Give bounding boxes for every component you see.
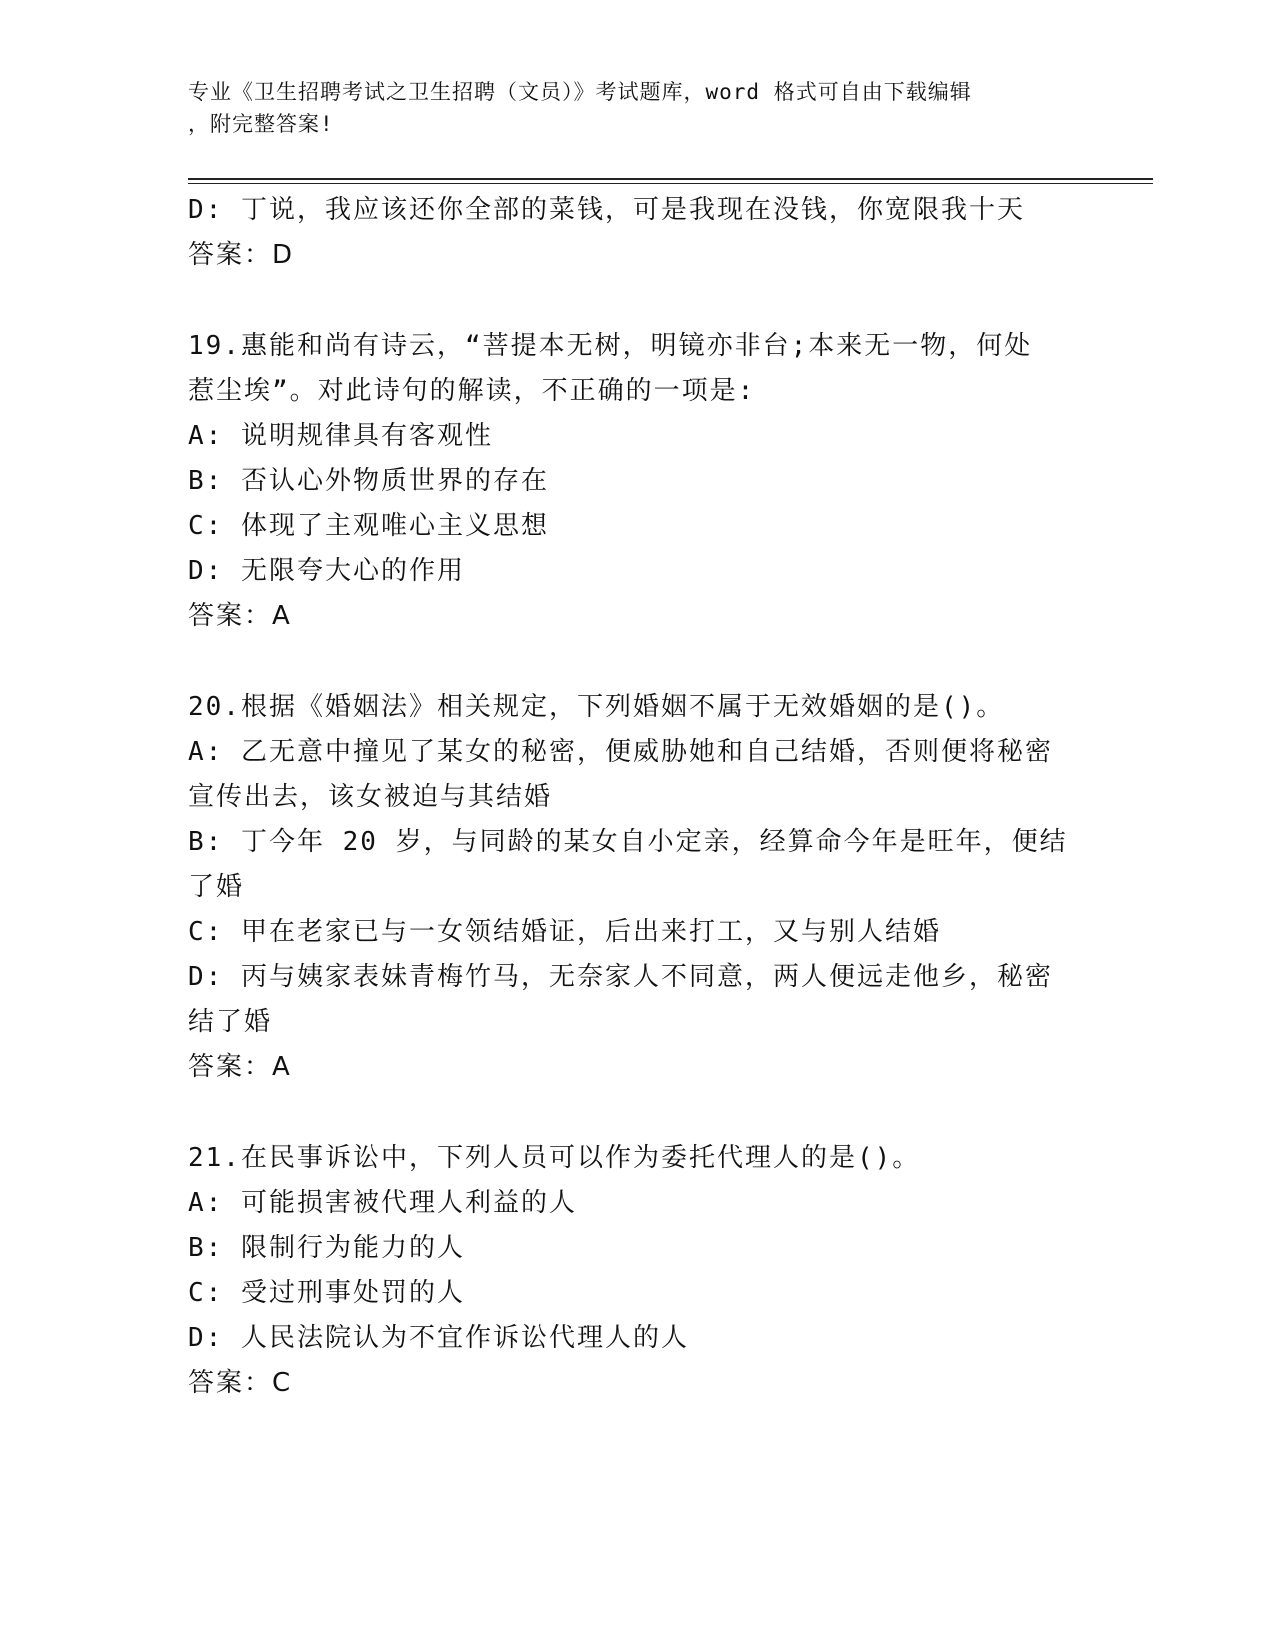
question-20 (188, 685, 1078, 1090)
header-line-1: 专业《卫生招聘考试之卫生招聘（文员）》考试题库，word 格式可自由下载编辑 (188, 80, 972, 104)
option-c: C: 甲在老家已与一女领结婚证，后出来打工，又与别人结婚 (188, 917, 941, 947)
question-21 (188, 1136, 1078, 1406)
question-19 (188, 324, 1078, 639)
header-divider-thick (188, 178, 1153, 180)
header-divider-thin (188, 183, 1153, 184)
option-d: D: 无限夸大心的作用 (188, 556, 465, 586)
answer-line: 答案：A (188, 601, 292, 631)
prev-question-tail (188, 188, 1078, 278)
answer-line: 答案：C (188, 1368, 293, 1398)
option-d: D: 丁说，我应该还你全部的菜钱，可是我现在没钱，你宽限我十天 (188, 195, 1025, 225)
document-header (188, 76, 1068, 140)
option-b: B: 限制行为能力的人 (188, 1233, 465, 1263)
question-stem: 20.根据《婚姻法》相关规定，下列婚姻不属于无效婚姻的是()。 (188, 692, 1005, 722)
option-a: A: 乙无意中撞见了某女的秘密，便威胁她和自己结婚，否则便将秘密 (188, 737, 1053, 767)
option-d-cont: 结了婚 (188, 1007, 273, 1037)
option-a: A: 可能损害被代理人利益的人 (188, 1188, 577, 1218)
option-b-cont: 了婚 (188, 872, 245, 902)
option-b: B: 否认心外物质世界的存在 (188, 466, 549, 496)
option-c: C: 受过刑事处罚的人 (188, 1278, 465, 1308)
option-c: C: 体现了主观唯心主义思想 (188, 511, 549, 541)
question-content (188, 188, 1078, 1406)
question-stem: 19.惠能和尚有诗云，“菩提本无树，明镜亦非台;本来无一物，何处 (188, 331, 1033, 361)
header-line-2: ，附完整答案! (188, 112, 334, 136)
option-d: D: 丙与姨家表妹青梅竹马，无奈家人不同意，两人便远走他乡，秘密 (188, 962, 1053, 992)
option-b: B: 丁今年 20 岁，与同龄的某女自小定亲，经算命今年是旺年，便结 (188, 827, 1068, 857)
question-stem-cont: 惹尘埃”。对此诗句的解读，不正确的一项是: (188, 376, 756, 406)
question-stem: 21.在民事诉讼中，下列人员可以作为委托代理人的是()。 (188, 1143, 921, 1173)
option-a-cont: 宣传出去，该女被迫与其结婚 (188, 782, 553, 812)
option-a: A: 说明规律具有客观性 (188, 421, 493, 451)
answer-line: 答案：D (188, 240, 295, 270)
option-d: D: 人民法院认为不宜作诉讼代理人的人 (188, 1323, 689, 1353)
answer-line: 答案：A (188, 1052, 292, 1082)
